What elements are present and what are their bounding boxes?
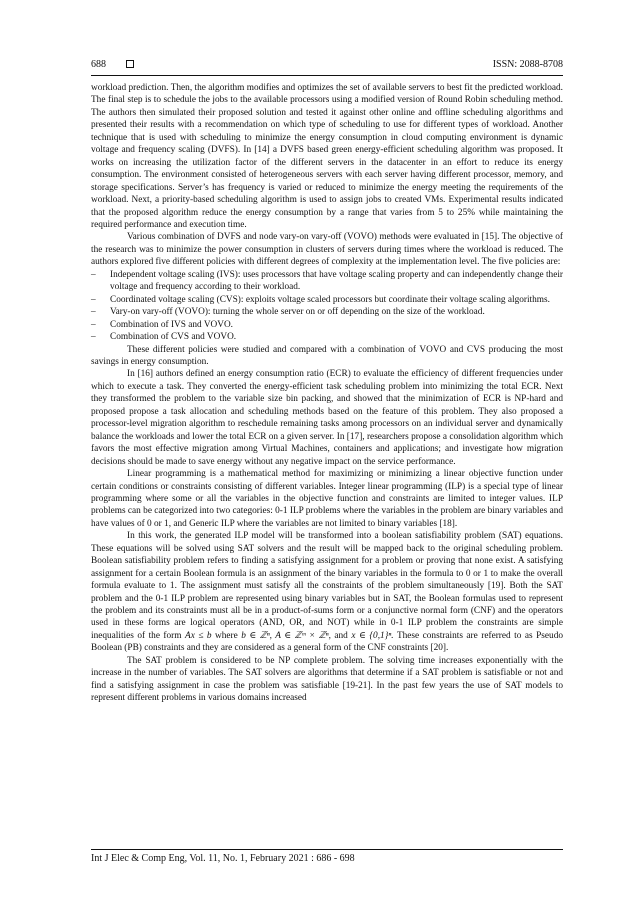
list-dash: – [91, 294, 96, 305]
list-item-text: Coordinated voltage scaling (CVS): exploits voltage scaled processors but coordinate their voltage scaling algorithms. [110, 294, 550, 305]
paragraph: The SAT problem is considered to be NP complete problem. The solving time increases exponentially with the increase in the number of variables. The SAT solvers are algorithms that determine if a SAT problem is satisfiable or not and find a satisfying assignment in case the problem was satisfiable [19-21]. In the past few years the use of SAT models to represent different problems in various domains increased [91, 655, 563, 704]
page-number: 688 [91, 59, 106, 70]
list-dash: – [91, 269, 96, 280]
list-item [91, 331, 563, 343]
paragraph-text: where [211, 630, 242, 641]
list-item [91, 294, 563, 306]
list-item-text: Vary-on vary-off (VOVO): turning the whole server on or off depending on the size of the workload. [110, 307, 485, 318]
list-item [91, 306, 563, 318]
footer-rule [91, 849, 563, 850]
list-dash: – [91, 332, 96, 343]
paragraph [91, 530, 563, 655]
math-domain: b ∈ ℤⁿ, A ∈ ℤᵐ × ℤⁿ, [241, 630, 331, 641]
issn: ISSN: 2088-8708 [492, 59, 563, 70]
square-icon [126, 60, 134, 68]
page-header [91, 57, 563, 73]
list-item [91, 319, 563, 331]
list-item-text: Combination of IVS and VOVO. [110, 319, 234, 330]
list-item [91, 269, 563, 294]
header-rule [91, 75, 563, 76]
paragraph-text: These constraints are referred to as Pseudo Boolean (PB) constraints and they are considered as a general form of the CNF constraints [20]. [91, 630, 563, 654]
math-binary-vector: x ∈ {0,1}ⁿ. [351, 630, 394, 641]
math-inequality: Ax ≤ b [185, 630, 212, 641]
list-item-text: Combination of CVS and VOVO. [110, 332, 237, 343]
paragraph: Various combination of DVFS and node vary-on vary-off (VOVO) methods were evaluated in [15]. The objective of the research was to minimize the power consumption in clusters of servers during times where the workload is reduced. The authors explored five different policies with different degrees of complexity at the implementation level. The five policies are: [91, 232, 563, 268]
list-item-text: Independent voltage scaling (IVS): uses processors that have voltage scaling property and can independently change their voltage and frequency according to their workload. [110, 269, 563, 293]
list-dash: – [91, 307, 96, 318]
paragraph: Linear programming is a mathematical method for maximizing or minimizing a linear objective function under certain conditions or constraints consisting of different variables. Integer linear programming (ILP) is a special type of linear programming where some or all the variables in the objective function and constraints are limited to integer values. ILP problems can be categorized into two categories: 0-1 ILP problems where the variables in the problem are binary variables and have values of 0 or 1, and Generic ILP where the variables are not limited to binary variables [18]. [91, 469, 563, 529]
paragraph: workload prediction. Then, the algorithm modifies and optimizes the set of available servers to best fit the predicted workload. The final step is to schedule the jobs to the available processors using a modified version of Round Robin scheduling method. The authors then simulated their proposed solution and tested it against other online and offline scheduling algorithms and presented their results with a recommendation on which type of scheduling to use for different types of workload. Another technique that is used with scheduling to minimize the energy consumption in cloud computing environment is dynamic voltage and frequency scaling (DVFS). In [14] a DVFS based green energy-efficient scheduling algorithm was proposed. It works on increasing the utilization factor of the different servers in the datacenter in an effort to reduce its energy consumption. The environment consisted of heterogeneous servers with each server having different processor, memory, and storage specifications. Server’s has frequency is varied or reduced to minimize the energy meeting the requirements of the workload. Next, a priority-based scheduling algorithm is used to assign jobs to created VMs. Experimental results indicated that the proposed algorithm reduce the energy consumption by a range that varies from 5 to 25% while maintaining the required performance and execution time. [91, 83, 563, 230]
paragraph: These different policies were studied and compared with a combination of VOVO and CVS producing the most savings in energy consumption. [91, 344, 563, 367]
list-dash: – [91, 319, 96, 330]
paragraph: In [16] authors defined an energy consumption ratio (ECR) to evaluate the efficiency of different frequencies under which to execute a task. They converted the energy-efficient task scheduling problem into minimizing the total ECR. Next they transformed the problem to the variable size bin packing, and showed that the minimization of ECR is NP-hard and proposed propose a task allocation and scheduling methods based on the feature of this problem. They also proposed a processor-level migration algorithm to reschedule remaining tasks among processors on an individual server and dynamically balance the workloads and lower the total ECR on a given server. In [17], researchers propose a consolidation algorithm which favors the most effective migration among Virtual Machines, containers and applications; and investigate how migration decisions should be made to save energy without any negative impact on the service performance. [91, 369, 563, 467]
page-footer: Int J Elec & Comp Eng, Vol. 11, No. 1, February 2021 : 686 - 698 [91, 853, 355, 864]
article-body [91, 82, 563, 705]
paragraph-text: and [330, 630, 352, 641]
policy-list [91, 269, 563, 344]
paragraph-text: In this work, the generated ILP model will be transformed into a boolean satisfiability problem (SAT) equations. These equations will be solved using SAT solvers and the result will be mapped back to the original scheduling problem. Boolean satisfiability problem refers to finding a satisfying assignment for a problem or proving that none exist. A satisfying assignment for a certain Boolean formula is an assignment of the binary variables in the formula to 0 or 1 to make the overall formula evaluate to 1. The assignment must satisfy all the constraints of the problem simultaneously [19]. Both the SAT problem and the 0-1 ILP problem are represented using binary variables but in SAT, the Boolean formulas used to represent the problem and its constraints must all be in a product-of-sums form or a conjunctive normal form (CNF) and the operators used in these forms are logical operators (AND, OR, and NOT) while in 0-1 ILP problem the constraints are simple inequalities of the form [91, 531, 563, 641]
